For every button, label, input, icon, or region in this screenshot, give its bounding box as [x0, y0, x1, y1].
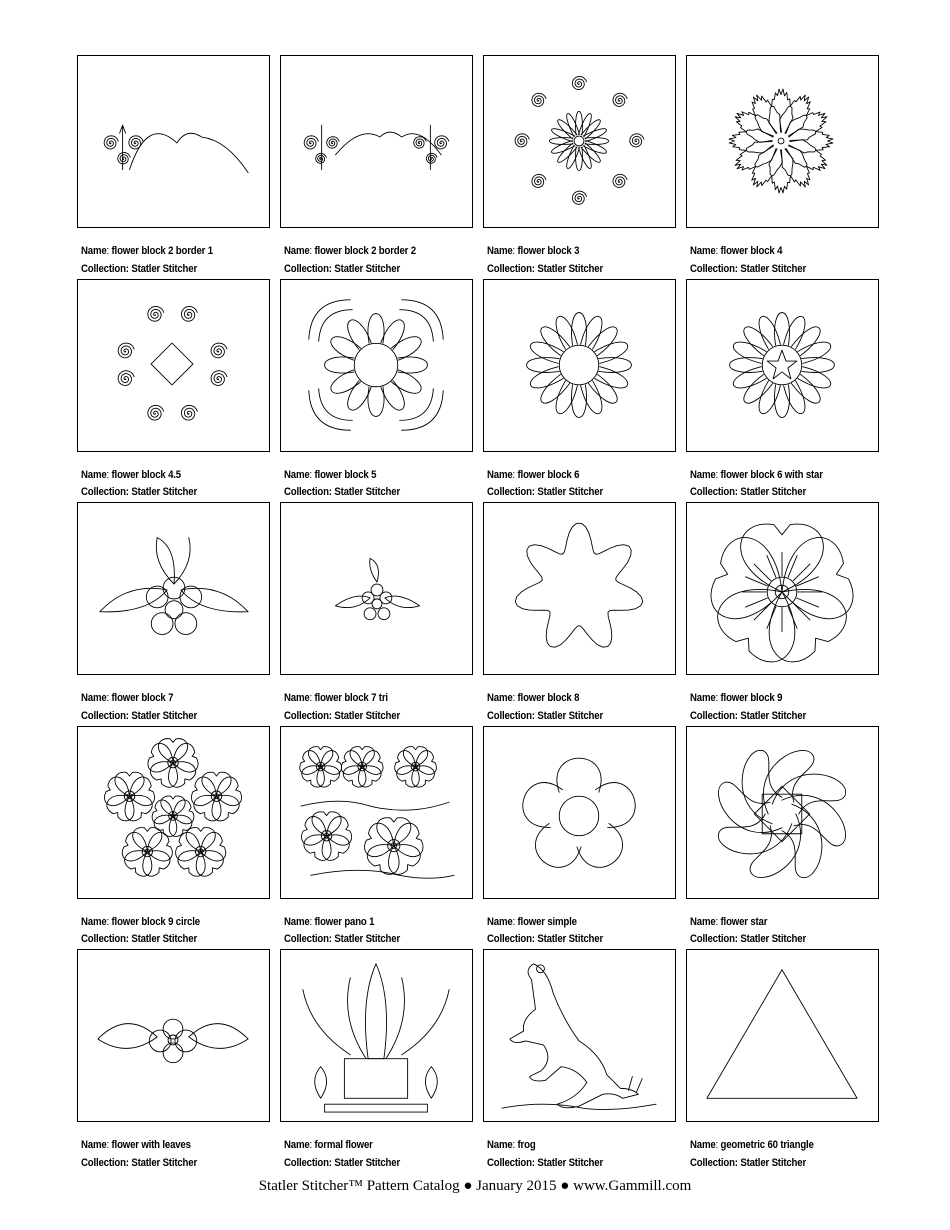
pattern-caption: [487, 690, 603, 725]
pattern-name-line: Name: flower star: [690, 915, 768, 928]
catalog-footer: Statler Stitcher™ Pattern Catalog ● January 2015 ● www.Gammill.com: [258, 1178, 692, 1194]
pattern-card: [280, 55, 483, 279]
pattern-caption: [487, 467, 603, 502]
pattern-collection-line: Collection: Statler Stitcher: [690, 933, 807, 945]
pattern-collection: Statler Stitcher: [537, 709, 604, 722]
formal-flower-icon: [281, 950, 472, 1121]
pattern-collection: Statler Stitcher: [334, 486, 401, 498]
pattern-name: flower simple: [517, 915, 577, 928]
pattern-name: flower block 4.5: [111, 468, 181, 481]
pattern-card: [483, 949, 686, 1173]
pattern-name-line: Name: flower block 4.5: [81, 468, 181, 481]
pattern-collection-line: Collection: Statler Stitcher: [81, 709, 198, 722]
pattern-collection-line: Collection: Statler Stitcher: [284, 933, 401, 945]
pattern-row: [77, 55, 881, 279]
pattern-name: frog: [517, 1139, 536, 1151]
pattern-preview: [483, 949, 676, 1122]
daisy-star-icon: [687, 280, 878, 451]
pattern-card: [686, 726, 889, 950]
frog-icon: [484, 950, 675, 1121]
flower-with-leaves-icon: [78, 503, 269, 674]
name-label: Name: [690, 692, 716, 704]
pattern-row: [77, 726, 881, 950]
pattern-preview: [483, 502, 676, 675]
pattern-row: [77, 502, 881, 726]
pattern-card: [686, 279, 889, 503]
pattern-collection-line: Collection: Statler Stitcher: [690, 709, 807, 722]
pattern-name-line: Name: flower block 2 border 2: [284, 245, 416, 257]
pattern-preview: [280, 949, 473, 1122]
pattern-name: flower block 2 border 2: [314, 245, 416, 257]
simple-flower-icon: [484, 727, 675, 898]
pattern-collection: Statler Stitcher: [740, 486, 807, 498]
pattern-preview: [77, 55, 270, 228]
pattern-collection-line: Collection: Statler Stitcher: [690, 1156, 807, 1169]
pattern-preview: [280, 55, 473, 228]
pattern-card: [77, 279, 280, 503]
pattern-name: flower block 9: [720, 692, 783, 704]
pattern-collection: Statler Stitcher: [131, 709, 198, 722]
pattern-card: [280, 279, 483, 503]
pattern-collection-line: Collection: Statler Stitcher: [284, 262, 401, 275]
pattern-row: [77, 279, 881, 503]
pattern-collection-line: Collection: Statler Stitcher: [690, 486, 807, 498]
name-label: Name: [284, 245, 310, 257]
collection-label: Collection: [81, 262, 126, 275]
blossom-circle-icon: [78, 727, 269, 898]
pattern-name: flower block 6 with star: [720, 468, 823, 481]
pattern-caption: [81, 914, 200, 949]
pattern-preview: [483, 55, 676, 228]
pattern-caption: [284, 914, 400, 949]
pattern-collection: Statler Stitcher: [131, 262, 198, 275]
triangle-icon: [687, 950, 878, 1121]
pattern-name-line: Name: flower pano 1: [284, 915, 375, 928]
collection-label: Collection: [487, 709, 532, 722]
pattern-collection: Statler Stitcher: [740, 262, 807, 275]
pattern-collection: Statler Stitcher: [334, 933, 401, 945]
pattern-collection-line: Collection: Statler Stitcher: [690, 262, 807, 275]
pattern-collection-line: Collection: Statler Stitcher: [284, 1156, 401, 1169]
pattern-collection-line: Collection: Statler Stitcher: [81, 486, 198, 498]
pattern-collection-line: Collection: Statler Stitcher: [487, 1156, 604, 1169]
name-label: Name: [487, 468, 513, 481]
pattern-name: flower block 7 tri: [314, 692, 388, 704]
pattern-name: flower block 8: [517, 692, 580, 704]
collection-label: Collection: [487, 262, 532, 275]
pattern-name-line: Name: formal flower: [284, 1139, 373, 1151]
pattern-preview: [686, 502, 879, 675]
name-label: Name: [690, 1139, 716, 1151]
pattern-caption: [81, 243, 213, 278]
flower-border-double-icon: [281, 56, 472, 227]
pattern-collection-line: Collection: Statler Stitcher: [487, 933, 604, 945]
name-label: Name: [487, 1139, 513, 1151]
name-label: Name: [284, 915, 310, 928]
pattern-card: [77, 949, 280, 1173]
pattern-preview: [77, 949, 270, 1122]
pattern-preview: [686, 949, 879, 1122]
pattern-row: [77, 949, 881, 1173]
pattern-collection-line: Collection: Statler Stitcher: [284, 709, 401, 722]
pattern-name-line: Name: flower block 9 circle: [81, 915, 200, 928]
pattern-name: flower block 6: [517, 468, 580, 481]
pattern-collection: Statler Stitcher: [740, 709, 807, 722]
pattern-preview: [77, 279, 270, 452]
ruffled-petal-flower-icon: [687, 56, 878, 227]
four-way-flower-icon: [78, 280, 269, 451]
pattern-name: flower star: [720, 915, 768, 928]
collection-label: Collection: [284, 262, 329, 275]
pattern-collection: Statler Stitcher: [334, 262, 401, 275]
pattern-name: flower block 3: [517, 245, 580, 257]
pattern-preview: [280, 279, 473, 452]
pattern-name-line: Name: flower with leaves: [81, 1139, 191, 1151]
pattern-card: [483, 726, 686, 950]
pattern-card: [686, 502, 889, 726]
flower-star-icon: [687, 727, 878, 898]
pattern-name: flower pano 1: [314, 915, 375, 928]
name-label: Name: [487, 245, 513, 257]
pattern-caption: [81, 1137, 197, 1172]
pattern-name-line: Name: frog: [487, 1139, 536, 1151]
collection-label: Collection: [690, 1156, 735, 1169]
daisy-icon: [484, 280, 675, 451]
blossom-pano-icon: [281, 727, 472, 898]
radial-flower-icon: [484, 56, 675, 227]
collection-label: Collection: [284, 486, 329, 498]
pattern-caption: [284, 243, 416, 278]
collection-label: Collection: [284, 709, 329, 722]
pattern-name-line: Name: flower block 2 border 1: [81, 245, 213, 257]
pattern-name: flower block 4: [720, 245, 783, 257]
name-label: Name: [690, 245, 716, 257]
name-label: Name: [690, 915, 716, 928]
pattern-card: [686, 55, 889, 279]
collection-label: Collection: [690, 933, 735, 945]
name-label: Name: [81, 915, 107, 928]
pattern-caption: [690, 914, 806, 949]
pattern-collection-line: Collection: Statler Stitcher: [487, 709, 604, 722]
collection-label: Collection: [487, 1156, 532, 1169]
pattern-preview: [686, 279, 879, 452]
name-label: Name: [81, 245, 107, 257]
pattern-collection-line: Collection: Statler Stitcher: [487, 486, 604, 498]
collection-label: Collection: [284, 933, 329, 945]
pattern-preview: [686, 55, 879, 228]
pattern-name-line: Name: flower simple: [487, 915, 577, 928]
pattern-card: [483, 55, 686, 279]
pattern-collection: Statler Stitcher: [334, 1156, 401, 1169]
pattern-name: flower block 7: [111, 692, 174, 704]
daisy-square-icon: [281, 280, 472, 451]
name-label: Name: [81, 468, 107, 481]
pattern-name-line: Name: flower block 5: [284, 468, 377, 481]
pattern-card: [483, 502, 686, 726]
name-label: Name: [284, 1139, 310, 1151]
pattern-card: [280, 502, 483, 726]
pattern-collection: Statler Stitcher: [537, 262, 604, 275]
pattern-caption: [284, 467, 400, 502]
pattern-collection: Statler Stitcher: [131, 1156, 198, 1169]
collection-label: Collection: [487, 486, 532, 498]
pattern-name: geometric 60 triangle: [720, 1139, 814, 1151]
collection-label: Collection: [690, 486, 735, 498]
pattern-card: [77, 502, 280, 726]
pattern-grid: [77, 55, 881, 1173]
pattern-name: flower block 5: [314, 468, 377, 481]
pattern-collection: Statler Stitcher: [537, 1156, 604, 1169]
name-label: Name: [284, 692, 310, 704]
pattern-name-line: Name: flower block 4: [690, 245, 783, 257]
pattern-name: formal flower: [314, 1139, 373, 1151]
name-label: Name: [81, 692, 107, 704]
pattern-preview: [77, 502, 270, 675]
pattern-preview: [483, 279, 676, 452]
pattern-name-line: Name: flower block 9: [690, 692, 783, 704]
pattern-caption: [284, 690, 400, 725]
pattern-collection-line: Collection: Statler Stitcher: [284, 486, 401, 498]
pattern-caption: [690, 243, 806, 278]
wavy-flower-icon: [484, 503, 675, 674]
collection-label: Collection: [81, 486, 126, 498]
pattern-card: [280, 949, 483, 1173]
pattern-name: flower block 9 circle: [111, 915, 200, 928]
pattern-caption: [487, 914, 603, 949]
blossom-icon: [687, 503, 878, 674]
pattern-name-line: Name: flower block 7: [81, 692, 174, 704]
pattern-caption: [487, 243, 603, 278]
collection-label: Collection: [690, 262, 735, 275]
pattern-collection: Statler Stitcher: [131, 486, 198, 498]
pattern-preview: [280, 726, 473, 899]
pattern-preview: [686, 726, 879, 899]
pattern-collection-line: Collection: Statler Stitcher: [81, 1156, 198, 1169]
pattern-caption: [81, 467, 197, 502]
flower-leaves-horizontal-icon: [78, 950, 269, 1121]
pattern-name-line: Name: flower block 7 tri: [284, 692, 388, 704]
pattern-name: flower with leaves: [111, 1139, 191, 1151]
pattern-name-line: Name: geometric 60 triangle: [690, 1139, 814, 1151]
collection-label: Collection: [81, 933, 126, 945]
small-flower-tri-icon: [281, 503, 472, 674]
name-label: Name: [487, 915, 513, 928]
pattern-collection: Statler Stitcher: [537, 486, 604, 498]
pattern-collection-line: Collection: Statler Stitcher: [81, 933, 198, 945]
name-label: Name: [690, 468, 716, 481]
pattern-card: [686, 949, 889, 1173]
pattern-caption: [690, 467, 823, 502]
collection-label: Collection: [690, 709, 735, 722]
pattern-name-line: Name: flower block 3: [487, 245, 580, 257]
flower-border-icon: [78, 56, 269, 227]
collection-label: Collection: [284, 1156, 329, 1169]
pattern-collection: Statler Stitcher: [131, 933, 198, 945]
pattern-card: [280, 726, 483, 950]
pattern-caption: [284, 1137, 400, 1172]
pattern-collection: Statler Stitcher: [740, 1156, 807, 1169]
name-label: Name: [81, 1139, 107, 1151]
pattern-collection: Statler Stitcher: [740, 933, 807, 945]
collection-label: Collection: [487, 933, 532, 945]
pattern-name: flower block 2 border 1: [111, 245, 213, 257]
pattern-preview: [483, 726, 676, 899]
pattern-collection: Statler Stitcher: [334, 709, 401, 722]
pattern-preview: [280, 502, 473, 675]
pattern-caption: [690, 690, 806, 725]
pattern-collection-line: Collection: Statler Stitcher: [487, 262, 604, 275]
pattern-caption: [81, 690, 197, 725]
name-label: Name: [284, 468, 310, 481]
pattern-name-line: Name: flower block 6 with star: [690, 468, 823, 481]
pattern-collection-line: Collection: Statler Stitcher: [81, 262, 198, 275]
pattern-card: [483, 279, 686, 503]
name-label: Name: [487, 692, 513, 704]
pattern-name-line: Name: flower block 8: [487, 692, 580, 704]
pattern-caption: [487, 1137, 603, 1172]
collection-label: Collection: [81, 1156, 126, 1169]
pattern-name-line: Name: flower block 6: [487, 468, 580, 481]
pattern-collection: Statler Stitcher: [537, 933, 604, 945]
collection-label: Collection: [81, 709, 126, 722]
pattern-preview: [77, 726, 270, 899]
pattern-card: [77, 55, 280, 279]
pattern-caption: [690, 1137, 814, 1172]
pattern-card: [77, 726, 280, 950]
